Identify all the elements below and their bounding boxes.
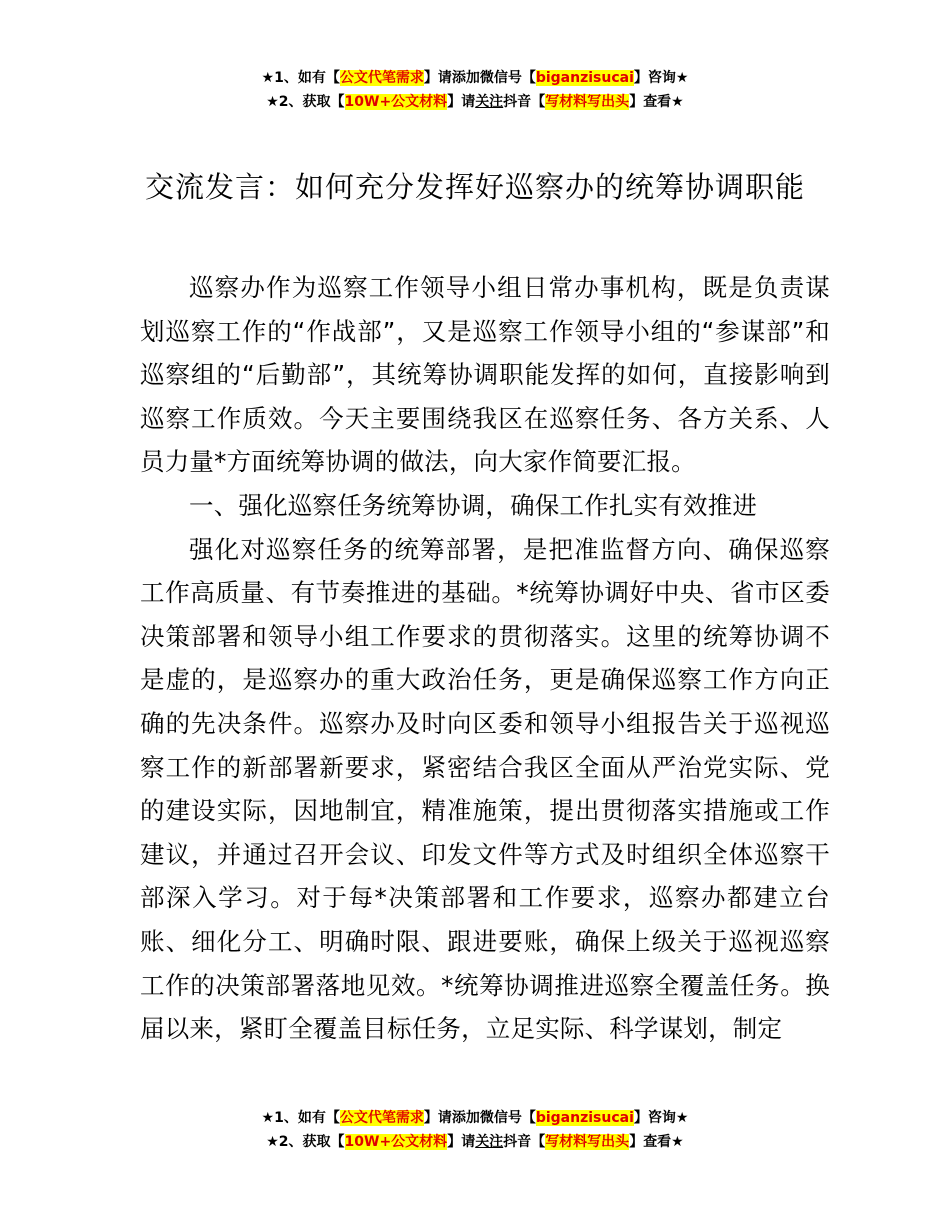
banner-highlight-materials: 10W+公文材料 [344,94,448,110]
banner-line-1 [0,66,950,90]
banner-underlined-text: 关注 [475,94,504,110]
banner-bracket: 【 [521,1110,536,1126]
banner-text: 请 [461,94,476,110]
banner-line-2 [0,1130,950,1154]
banner-bracket: 【 [521,70,536,86]
banner-text: 请添加微信号 [437,1110,522,1126]
banner-bracket: 】 [629,94,644,110]
banner-bracket: 】 [423,70,438,86]
section-heading: 一、强化巡察任务统筹协调，确保工作扎实有效推进 [189,490,758,520]
banner-text: 咨询★ [647,70,689,86]
paragraph-intro: 巡察办作为巡察工作领导小组日常办事机构，既是负责谋划巡察工作的“作战部”，又是巡察工作领导小组的“参谋部”和巡察组的“后勤部”，其统筹协调职能发挥的如何，直接影响到巡察工作质效。今天主要围绕我区在巡察任务、各方关系、人员力量*方面统筹协调的做法，向大家作简要汇报。 [140,273,830,477]
banner-bracket: 】 [629,1134,644,1150]
banner-line-2 [0,90,950,114]
banner-bracket: 】 [633,70,648,86]
banner-highlight-wechat-id: biganzisucai [535,1110,634,1126]
banner-text: 请 [461,1134,476,1150]
banner-bracket: 【 [531,94,546,110]
banner-bracket: 】 [633,1110,648,1126]
banner-text: 抖音 [503,1134,532,1150]
banner-text: ★1、如有 [261,70,326,86]
banner-highlight-douyin: 写材料写出头 [545,94,630,110]
document-title: 交流发言：如何充分发挥好巡察办的统筹协调职能 [144,170,805,204]
banner-highlight-douyin: 写材料写出头 [545,1134,630,1150]
header-banner [0,66,950,114]
banner-bracket: 】 [423,1110,438,1126]
banner-highlight-service: 公文代笔需求 [339,70,424,86]
banner-bracket: 【 [325,1110,340,1126]
banner-text: 咨询★ [647,1110,689,1126]
banner-underlined-text: 关注 [475,1134,504,1150]
footer-banner [0,1106,950,1154]
banner-highlight-materials: 10W+公文材料 [344,1134,448,1150]
banner-bracket: 【 [330,94,345,110]
paragraph-section-1: 强化对巡察任务的统筹部署，是把准监督方向、确保巡察工作高质量、有节奏推进的基础。*统筹协调好中央、省市区委决策部署和领导小组工作要求的贯彻落实。这里的统筹协调不是虚的，是巡察办的重大政治任务，更是确保巡察工作方向正确的先决条件。巡察办及时向区委和领导小组报告关于巡视巡察工作的新部署新要求，紧密结合我区全面从严治党实际、党的建设实际，因地制宜，精准施策，提出贯彻落实措施或工作建议，并通过召开会议、印发文件等方式及时组织全体巡察干部深入学习。对于每*决策部署和工作要求，巡察办都建立台账、细化分工、明确时限、跟进要账，确保上级关于巡视巡察工作的决策部署落地见效。*统筹协调推进巡察全覆盖任务。换届以来，紧盯全覆盖目标任务，立足实际、科学谋划，制定 [140,534,830,1044]
banner-text: 查看★ [643,94,684,110]
banner-text: 抖音 [503,94,532,110]
banner-bracket: 【 [330,1134,345,1150]
banner-text: 请添加微信号 [437,70,522,86]
banner-bracket: 】 [447,1134,462,1150]
banner-text: ★2、获取 [266,1134,331,1150]
banner-highlight-wechat-id: biganzisucai [535,70,634,86]
banner-text: ★2、获取 [266,94,331,110]
banner-highlight-service: 公文代笔需求 [339,1110,424,1126]
banner-bracket: 【 [531,1134,546,1150]
banner-text: 查看★ [643,1134,684,1150]
banner-bracket: 【 [325,70,340,86]
banner-text: ★1、如有 [261,1110,326,1126]
document-body [140,266,830,1051]
banner-bracket: 】 [447,94,462,110]
banner-line-1 [0,1106,950,1130]
